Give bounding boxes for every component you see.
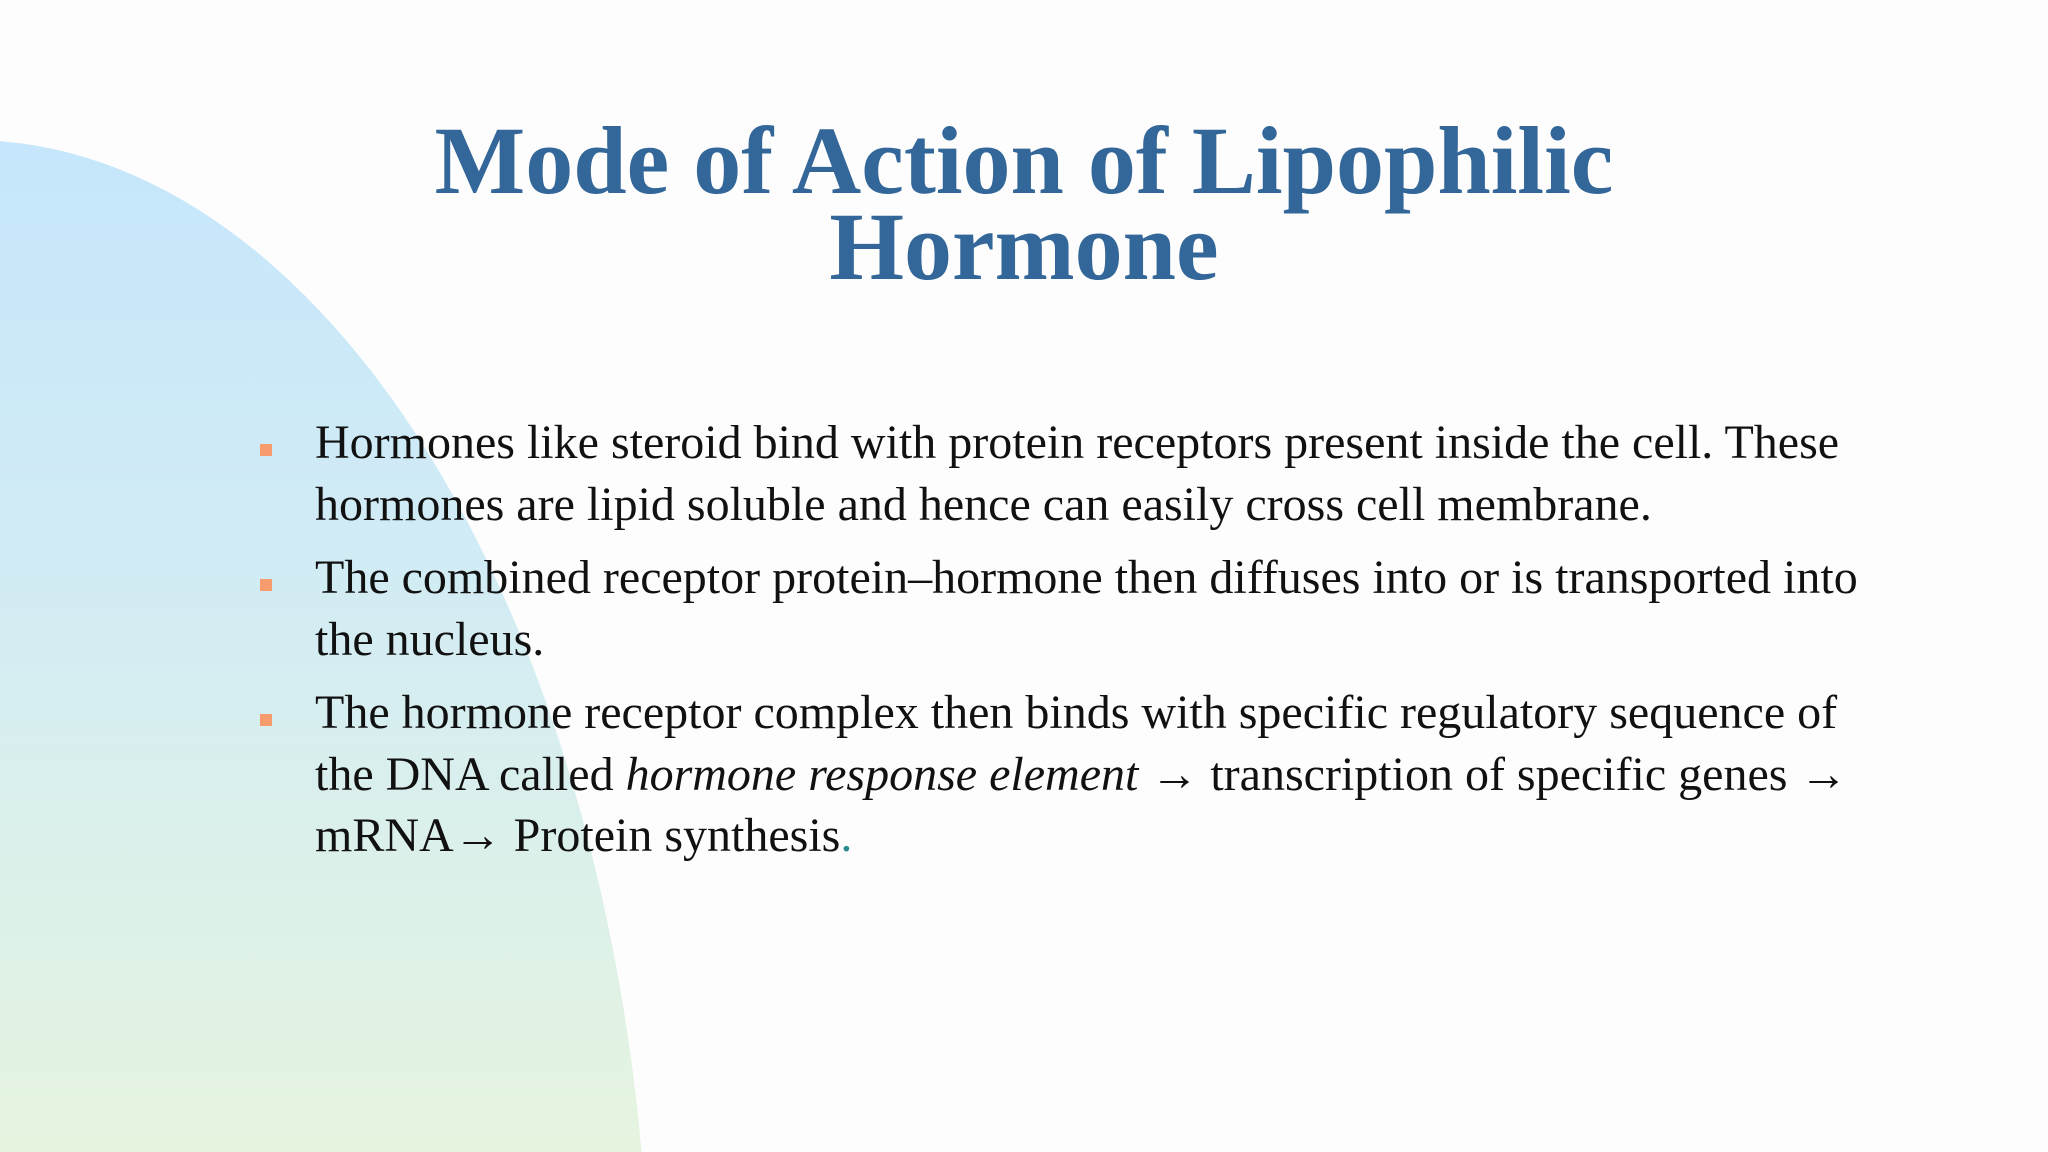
title-line-2: Hormone: [829, 193, 1219, 300]
bullet-text: Hormones like steroid bind with protein receptors present inside the cell. These hormones are lipid soluble and hence can easily cross cell membrane.: [315, 416, 1840, 531]
bullet-text-part-2: → transcription of specific genes → mRNA→ Protein synthesis: [315, 747, 1848, 862]
slide-title: [0, 107, 2048, 300]
bullet-text: The combined receptor protein–hormone then diffuses into or is transported into the nucleus.: [315, 551, 1858, 666]
title-line-1: Mode of Action of Lipophilic: [434, 107, 1614, 214]
bullet-italic-term: hormone response element: [625, 747, 1139, 801]
bullet-item: [258, 547, 1898, 670]
square-bullet-icon: [260, 444, 272, 456]
bullet-text-part-1: The hormone receptor complex then binds with specific regulatory sequence of the DNA called: [315, 686, 1838, 801]
bullet-end-dot: .: [840, 809, 853, 862]
bullet-item: [258, 412, 1898, 535]
bullet-list: [258, 412, 1898, 879]
square-bullet-icon: [260, 714, 272, 726]
square-bullet-icon: [260, 579, 272, 591]
bullet-item: [258, 682, 1898, 867]
